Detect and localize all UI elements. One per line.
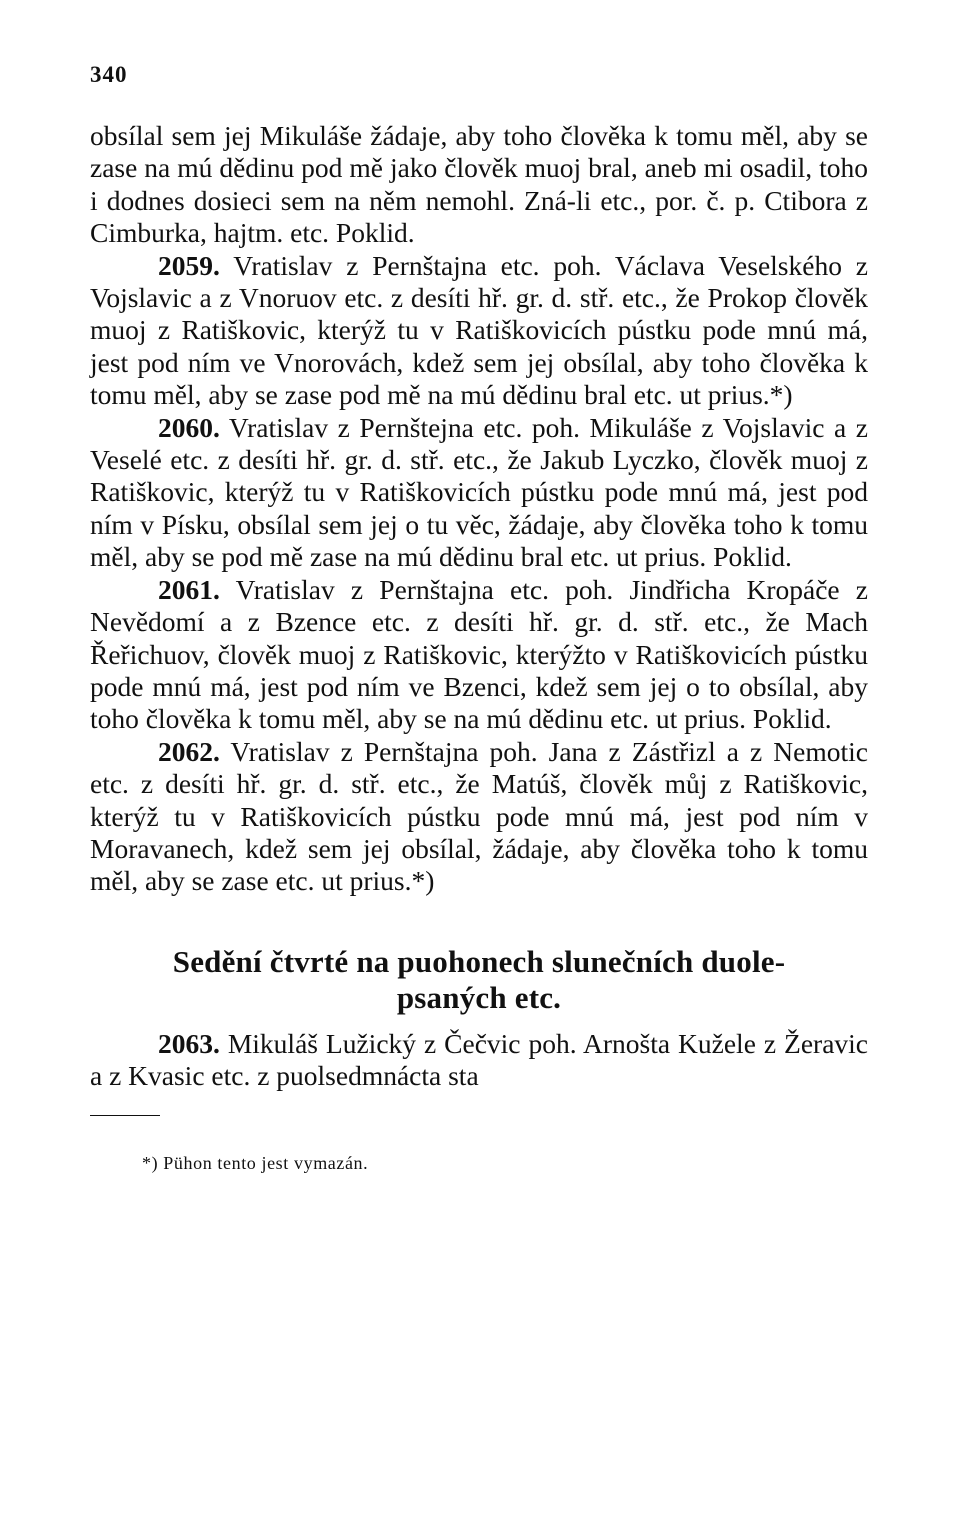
body-text [90,120,868,1093]
footnote-divider [90,1115,160,1116]
entry-number: 2061. [158,573,220,605]
entry-number: 2063. [158,1027,220,1059]
entry-2059 [90,250,868,412]
entry-text: Vratislav z Pernštajna etc. poh. Jindřicha Kropáče z Nevědomí a z Bzence etc. z desíti hř. gr. d. stř. etc., že Mach Řeřichuov, člověk muoj z Ratiškovic, kterýžto v Ratiškovicích pústku pode mnú má, jest pod ním ve Bzenci, kdež sem jej o to obsílal, aby toho člověka k tomu měl, aby se na mú dědinu etc. ut prius. Poklid. [90,573,868,735]
page-number: 340 [90,62,128,87]
entry-text: Mikuláš Lužický z Čečvic poh. Arnošta Kužele z Žeravic a z Kvasic etc. z puolsedmnácta sta [90,1027,868,1092]
entry-number: 2062. [158,735,220,767]
document-page [90,60,868,1174]
entry-text: Vratislav z Pernštajna poh. Jana z Zástřizl a z Nemotic etc. z desíti hř. gr. d. stř. etc., že Matúš, člověk můj z Ratiškovic, kterýž tu v Ratiškovicích pústku pode mnú má, jest pod ním v Moravanech, kdež sem jej obsílal, žádaje, aby člověka toho k tomu měl, aby se zase etc. ut prius.*) [90,735,868,897]
section-heading-line-1: Sedění čtvrté na puohonech slunečních duole- [172,943,786,979]
footnote: *) Pühon tento jest vymazán. [142,1152,369,1173]
paragraph-text: obsílal sem jej Mikuláše žádaje, aby toho člověka k tomu měl, aby se zase na mú dědinu pod mě jako člověk muoj bral, aneb mi osadil, toho i dodnes dosieci sem na něm nemohl. Zná-li etc., por. č. p. Ctibora z Cimburka, hajtm. etc. Poklid. [90,120,868,249]
entry-number: 2059. [158,249,220,281]
entry-text: Vratislav z Pernštajna etc. poh. Václava Veselského z Vojslavic a z Vnoruov etc. z desíti hř. gr. d. stř. etc., že Prokop člověk muoj z Ratiškovic, kterýž tu v Ratiškovicích pústku pode mnú má, jest pod ním ve Vnorovách, kdež sem jej obsílal, aby toho člověka k tomu měl, aby se zase pod mě na mú dědinu bral etc. ut prius.*) [90,249,868,411]
entry-2062 [90,736,868,898]
section-heading [90,944,868,1016]
entry-2063 [90,1028,868,1093]
entry-text: Vratislav z Pernštejna etc. poh. Mikuláše z Vojslavic a z Veselé etc. z desíti hř. gr. d. stř. etc., že Jakub Lyczko, člověk muoj z Ratiškovic, kterýž tu v Ratiškovicích pústku pode mnú má, jest pod ním v Písku, obsílal sem jej o tu věc, žádaje, aby člověka toho k tomu měl, aby se pod mě zase na mú dědinu bral etc. ut prius. Poklid. [90,411,868,573]
section-heading-line-2: psaných etc. [396,979,562,1015]
entry-number: 2060. [158,411,220,443]
paragraph-continuation [90,120,868,250]
entry-2060 [90,412,868,574]
entry-2061 [90,574,868,736]
